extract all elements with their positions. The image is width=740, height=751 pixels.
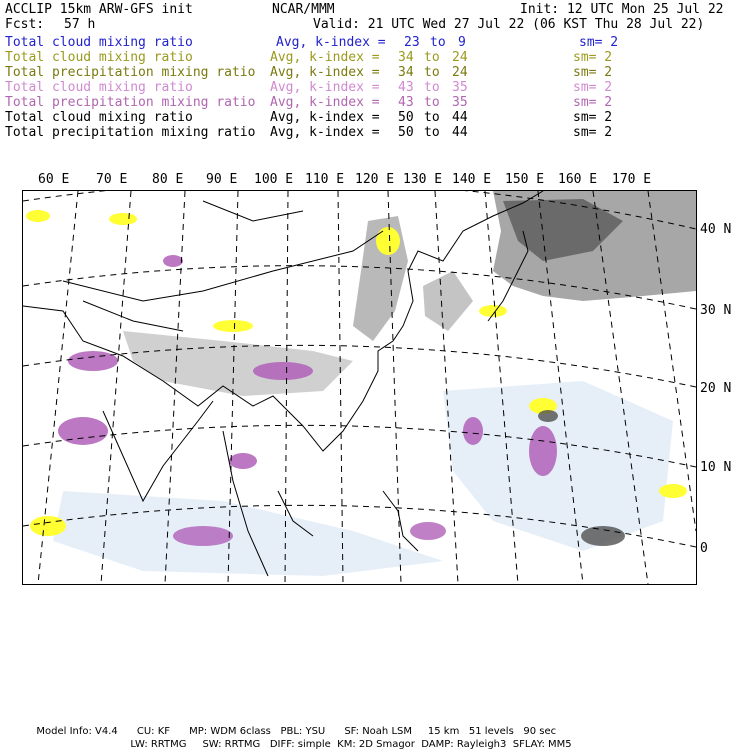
field-name: Total cloud mixing ratio: [5, 110, 193, 125]
map-panel: [22, 190, 697, 585]
diffusion-scheme: DIFF: simple: [269, 739, 331, 750]
lon-label: 100 E: [254, 172, 294, 187]
lon-label: 160 E: [558, 172, 598, 187]
k-index-to: to: [424, 50, 440, 65]
map-canvas: [23, 191, 696, 584]
field-name: Total precipitation mixing ratio: [5, 95, 256, 110]
forecast-hours: 57 h: [64, 17, 96, 32]
k-index-label: Avg, k-index =: [270, 65, 380, 80]
k-index-to: to: [424, 65, 440, 80]
k-index-to: to: [424, 125, 440, 140]
k-index-start: 23: [404, 35, 420, 50]
k-index-end: 35: [452, 80, 468, 95]
shortwave-scheme: SW: RRTMG: [202, 739, 261, 750]
lon-label: 150 E: [505, 172, 545, 187]
lon-label: 60 E: [38, 172, 70, 187]
smoothing-label: sm= 2: [573, 80, 613, 95]
footer-line-2: [124, 725, 572, 751]
cloud-shading: [53, 191, 696, 576]
lon-label: 170 E: [612, 172, 652, 187]
smoothing-label: sm= 2: [573, 65, 613, 80]
k-index-end: 35: [452, 95, 468, 110]
k-index-label: Avg, k-index =: [270, 95, 380, 110]
cloud-region-tropics: [443, 381, 673, 551]
valid-time: Valid: 21 UTC Wed 27 Jul 22 (06 KST Thu 28 Jul 22): [313, 17, 705, 32]
lat-label: 20 N: [700, 381, 732, 396]
k-index-end: 44: [452, 110, 468, 125]
k-index-start: 43: [398, 95, 414, 110]
cumulus-scheme: CU: KF: [136, 726, 171, 737]
time-step: 90 sec: [523, 726, 557, 737]
k-index-label: Avg, k-index =: [270, 80, 380, 95]
lon-label: 140 E: [452, 172, 492, 187]
cloud-region-korea: [423, 271, 473, 331]
k-index-to: to: [424, 110, 440, 125]
k-index-to: to: [424, 95, 440, 110]
k-index-end: 24: [452, 50, 468, 65]
model-title: ACCLIP 15km ARW-GFS init: [5, 2, 193, 17]
k-index-end: 24: [452, 65, 468, 80]
institution-label: NCAR/MMM: [272, 2, 335, 17]
grid-resolution: 15 km: [427, 726, 460, 737]
damping-scheme: DAMP: Rayleigh3: [421, 739, 507, 750]
field-name: Total cloud mixing ratio: [5, 50, 193, 65]
model-info: Model Info: V4.4: [36, 726, 118, 737]
lon-label: 90 E: [206, 172, 238, 187]
smoothing-label: sm= 2: [573, 125, 613, 140]
lat-label: 0: [700, 541, 708, 556]
k-index-start: 50: [398, 125, 414, 140]
field-name: Total precipitation mixing ratio: [5, 125, 256, 140]
k-index-to: to: [430, 35, 446, 50]
k-index-start: 43: [398, 80, 414, 95]
k-index-start: 34: [398, 65, 414, 80]
coastline-india: [103, 401, 213, 501]
k-index-end: 9: [458, 35, 466, 50]
smoothing-label: sm= 2: [573, 95, 613, 110]
eddy-scheme: KM: 2D Smagor: [337, 739, 415, 750]
k-index-label: Avg, k-index =: [276, 35, 386, 50]
lat-label: 10 N: [700, 460, 732, 475]
k-index-start: 50: [398, 110, 414, 125]
k-index-label: Avg, k-index =: [270, 50, 380, 65]
lat-line-20n: [23, 345, 696, 387]
forecast-label: Fcst:: [5, 17, 45, 32]
init-time: Init: 12 UTC Mon 25 Jul 22: [520, 2, 724, 17]
longwave-scheme: LW: RRTMG: [130, 739, 187, 750]
lat-label: 30 N: [700, 303, 732, 318]
microphysics-scheme: MP: WDM 6class: [189, 726, 271, 737]
lat-label: 40 N: [700, 222, 732, 237]
lon-label: 130 E: [403, 172, 443, 187]
lon-label: 120 E: [355, 172, 395, 187]
field-name: Total cloud mixing ratio: [5, 80, 193, 95]
coastline-philippines: [383, 491, 418, 551]
cloud-region-equator: [53, 491, 443, 576]
surface-layer-scheme: SFLAY: MM5: [512, 739, 572, 750]
smoothing-label: sm= 2: [579, 35, 619, 50]
lon-label: 80 E: [152, 172, 184, 187]
lon-label: 110 E: [305, 172, 345, 187]
cloud-region-south-china: [123, 331, 353, 396]
k-index-start: 34: [398, 50, 414, 65]
k-index-label: Avg, k-index =: [270, 125, 380, 140]
k-index-to: to: [424, 80, 440, 95]
field-name: Total cloud mixing ratio: [5, 35, 193, 50]
lon-label: 70 E: [96, 172, 128, 187]
field-name: Total precipitation mixing ratio: [5, 65, 256, 80]
smoothing-label: sm= 2: [573, 110, 613, 125]
k-index-end: 44: [452, 125, 468, 140]
surface-scheme: SF: Noah LSM: [344, 726, 412, 737]
pbl-scheme: PBL: YSU: [280, 726, 326, 737]
vertical-levels: 51 levels: [468, 726, 514, 737]
k-index-label: Avg, k-index =: [270, 110, 380, 125]
lon-line-110e: [338, 191, 343, 584]
smoothing-label: sm= 2: [573, 50, 613, 65]
